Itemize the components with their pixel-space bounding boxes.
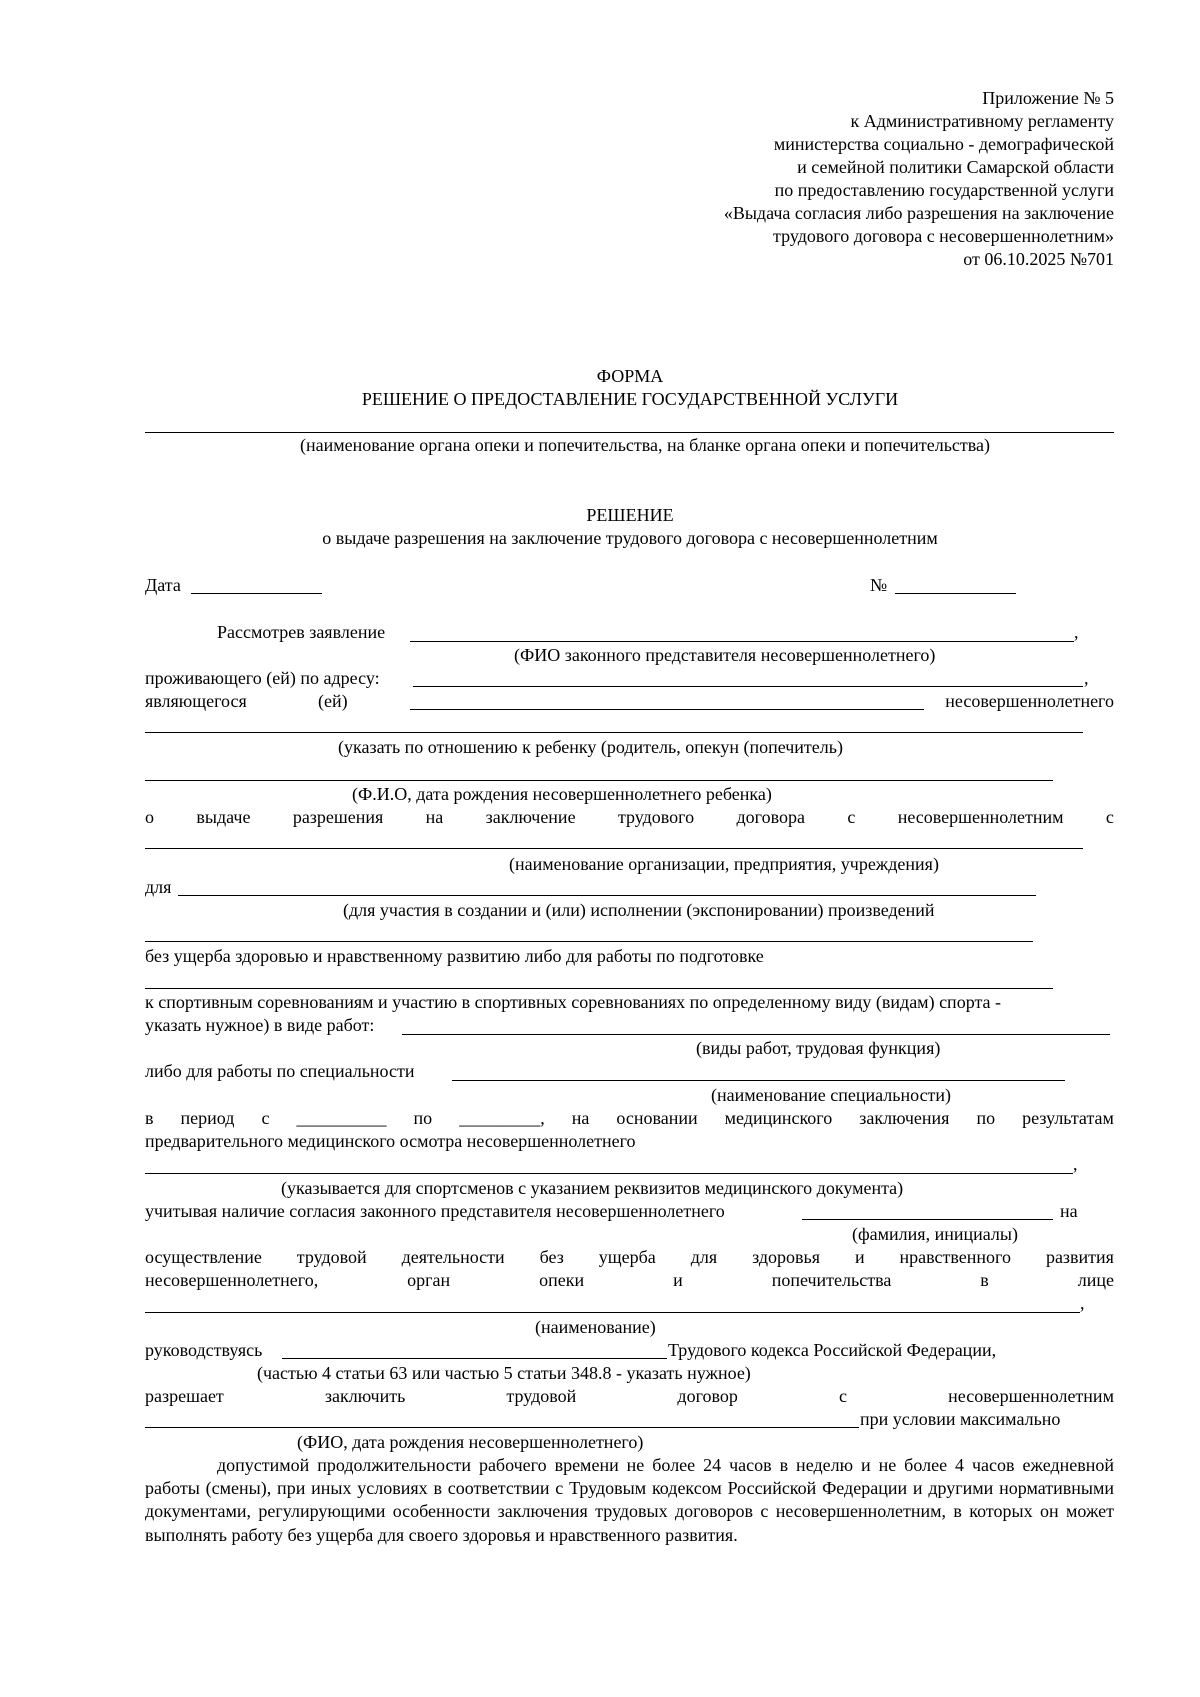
word: основании bbox=[616, 1108, 698, 1128]
word: осуществление bbox=[145, 1247, 262, 1267]
word: трудового bbox=[617, 807, 695, 827]
indicate-label: указать нужное) в виде работ: bbox=[145, 1015, 375, 1035]
relation-blank-2 bbox=[145, 732, 1083, 733]
word: о bbox=[145, 807, 154, 827]
word: по bbox=[413, 1108, 433, 1128]
word: и bbox=[854, 1247, 865, 1267]
minor-word: несовершеннолетнего bbox=[945, 691, 1114, 711]
permits-line bbox=[145, 1385, 1114, 1407]
work-types-blank bbox=[402, 1034, 1110, 1035]
word: на bbox=[425, 807, 444, 827]
comma: , bbox=[1080, 1293, 1085, 1313]
header-line: и семейной политики Самарской области bbox=[797, 157, 1114, 177]
word: без bbox=[539, 1247, 564, 1267]
form-subtitle: РЕШЕНИЕ О ПРЕДОСТАВЛЕНИЕ ГОСУДАРСТВЕННОЙ УСЛУГИ bbox=[361, 389, 899, 409]
word: развития bbox=[1045, 1247, 1114, 1267]
authority-caption: (наименование органа опеки и попечительства, на бланке органа опеки и попечительства) bbox=[299, 435, 991, 455]
word: с bbox=[847, 807, 856, 827]
word: лице bbox=[1077, 1270, 1114, 1290]
authority-line bbox=[145, 1269, 1114, 1291]
training-blank bbox=[145, 988, 1053, 989]
word: договор bbox=[677, 1386, 738, 1406]
word: трудовой bbox=[296, 1247, 367, 1267]
caption-child: (Ф.И.О, дата рождения несовершеннолетнего ребенка) bbox=[352, 784, 772, 804]
form-title: ФОРМА bbox=[596, 366, 664, 386]
period-line bbox=[145, 1107, 1114, 1129]
word: заключения bbox=[859, 1108, 950, 1128]
word: заключить bbox=[324, 1386, 406, 1406]
residing-label: проживающего (ей) по адресу: bbox=[145, 668, 380, 688]
word: медицинского bbox=[724, 1108, 833, 1128]
header-line: Приложение № 5 bbox=[982, 88, 1114, 108]
period-to-blank: _________, bbox=[459, 1108, 545, 1128]
word: ущерба bbox=[598, 1247, 656, 1267]
word: попечительства bbox=[771, 1270, 892, 1290]
header-line: «Выдача согласия либо разрешения на заключение bbox=[723, 203, 1114, 223]
word: здоровья bbox=[752, 1247, 821, 1267]
caption-minor-fio: (ФИО, дата рождения несовершеннолетнего) bbox=[297, 1432, 644, 1452]
caption-athletes: (указывается для спортсменов с указанием реквизитов медицинского документа) bbox=[281, 1178, 904, 1198]
medical-doc-blank bbox=[145, 1173, 1073, 1174]
decision-subtitle: о выдаче разрешения на заключение трудового договора с несовершеннолетним bbox=[322, 528, 938, 548]
caption-organization: (наименование организации, предприятия, учреждения) bbox=[509, 854, 939, 874]
caption-surname: (фамилия, инициалы) bbox=[852, 1224, 1018, 1244]
sports-line: к спортивным соревнованиям и участию в спортивных соревнованиях по определенному виду (видам) спорта - bbox=[145, 992, 1002, 1012]
issuance-line bbox=[145, 806, 1114, 828]
being-word: (ей) bbox=[318, 691, 348, 711]
word: период bbox=[180, 1108, 235, 1128]
being-word: являющегося bbox=[145, 691, 247, 711]
specialty-label: либо для работы по специальности bbox=[145, 1061, 415, 1081]
caption-relation: (указать по отношению к ребенку (родитель, опекун (попечитель) bbox=[338, 737, 843, 757]
comma: , bbox=[1074, 622, 1079, 642]
caption-participation: (для участия в создании и (или) исполнении (экспонировании) произведений bbox=[343, 900, 935, 920]
condition-label: при условии максимально bbox=[860, 1409, 1061, 1429]
word: договора bbox=[736, 807, 805, 827]
number-blank bbox=[895, 593, 1016, 594]
word: результатам bbox=[1022, 1108, 1114, 1128]
decision-title: РЕШЕНИЕ bbox=[586, 505, 674, 525]
relation-blank bbox=[410, 709, 924, 710]
caption-work-types: (виды работ, трудовая функция) bbox=[696, 1038, 941, 1058]
minor-fio-blank bbox=[145, 1427, 859, 1428]
applicant-blank bbox=[410, 641, 1074, 642]
authority-name-blank bbox=[145, 1312, 1080, 1313]
word: опеки bbox=[539, 1270, 585, 1290]
header-line: по предоставлению государственной услуги bbox=[774, 180, 1114, 200]
word: в bbox=[980, 1270, 989, 1290]
consent-label: учитывая наличие согласия законного представителя несовершеннолетнего bbox=[145, 1201, 725, 1221]
word: выдаче bbox=[196, 807, 251, 827]
word: с bbox=[1105, 807, 1114, 827]
header-line: трудового договора с несовершеннолетним» bbox=[773, 226, 1114, 246]
word: разрешения bbox=[292, 807, 384, 827]
number-label: № bbox=[870, 575, 888, 595]
guided-label: руководствуясь bbox=[145, 1340, 263, 1360]
surname-blank bbox=[802, 1219, 1053, 1220]
word: орган bbox=[407, 1270, 451, 1290]
comma: , bbox=[1073, 1154, 1078, 1174]
word: с bbox=[261, 1108, 270, 1128]
for-label: для bbox=[145, 877, 172, 897]
header-line: министерства социально - демографической bbox=[773, 134, 1114, 154]
caption-representative-fio: (ФИО законного представителя несовершеннолетнего) bbox=[514, 645, 936, 665]
word: для bbox=[690, 1247, 718, 1267]
word: несовершеннолетним bbox=[897, 807, 1064, 827]
authority-blank-line bbox=[145, 432, 1114, 433]
date-blank bbox=[191, 593, 322, 594]
na-word: на bbox=[1060, 1201, 1078, 1221]
prelim-exam-line: предварительного медицинского осмотра несовершеннолетнего bbox=[145, 1131, 636, 1151]
word: несовершеннолетним bbox=[948, 1386, 1114, 1406]
article-blank bbox=[282, 1358, 667, 1359]
child-blank bbox=[145, 780, 1053, 781]
comma: , bbox=[1084, 668, 1089, 688]
word: по bbox=[976, 1108, 996, 1128]
header-line: к Административному регламенту bbox=[850, 111, 1114, 131]
activity-line bbox=[145, 1246, 1114, 1268]
address-blank bbox=[413, 686, 1083, 687]
word: с bbox=[839, 1386, 848, 1406]
purpose-blank bbox=[178, 895, 1036, 896]
word: в bbox=[145, 1108, 154, 1128]
caption-article: (частью 4 статьи 63 или частью 5 статьи 348.8 - указать нужное) bbox=[257, 1363, 751, 1383]
word: трудовой bbox=[506, 1386, 577, 1406]
word: деятельности bbox=[401, 1247, 505, 1267]
considered-label: Рассмотрев заявление bbox=[217, 622, 386, 642]
word: разрешает bbox=[145, 1386, 224, 1406]
date-label: Дата bbox=[145, 575, 181, 595]
no-harm-line: без ущерба здоровью и нравственному развитию либо для работы по подготовке bbox=[145, 946, 764, 966]
purpose-blank-2 bbox=[145, 941, 1033, 942]
word: заключение bbox=[485, 807, 576, 827]
header-line: от 06.10.2025 №701 bbox=[963, 249, 1114, 269]
final-paragraph: допустимой продолжительности рабочего времени не более 24 часов в неделю и не более 4 часов ежедневной работы (смены), при иных условиях в соответствии с Трудовым кодексом Российской Федерации и другими нормативными документами, регулирующими особенности заключения трудовых договоров с несовершеннолетним, в которых он может выполнять работу без ущерба для своего здоровья и нравственного развития. bbox=[145, 1455, 1114, 1545]
caption-name: (наименование) bbox=[535, 1317, 656, 1337]
word: нравственного bbox=[899, 1247, 1011, 1267]
labor-code: Трудового кодекса Российской Федерации, bbox=[668, 1340, 997, 1360]
word: и bbox=[673, 1270, 683, 1290]
organization-blank bbox=[145, 848, 1083, 849]
period-from-blank: __________ bbox=[296, 1108, 387, 1128]
word: на bbox=[571, 1108, 590, 1128]
caption-specialty: (наименование специальности) bbox=[711, 1085, 952, 1105]
word: несовершеннолетнего, bbox=[145, 1270, 319, 1290]
specialty-blank bbox=[452, 1080, 1065, 1081]
